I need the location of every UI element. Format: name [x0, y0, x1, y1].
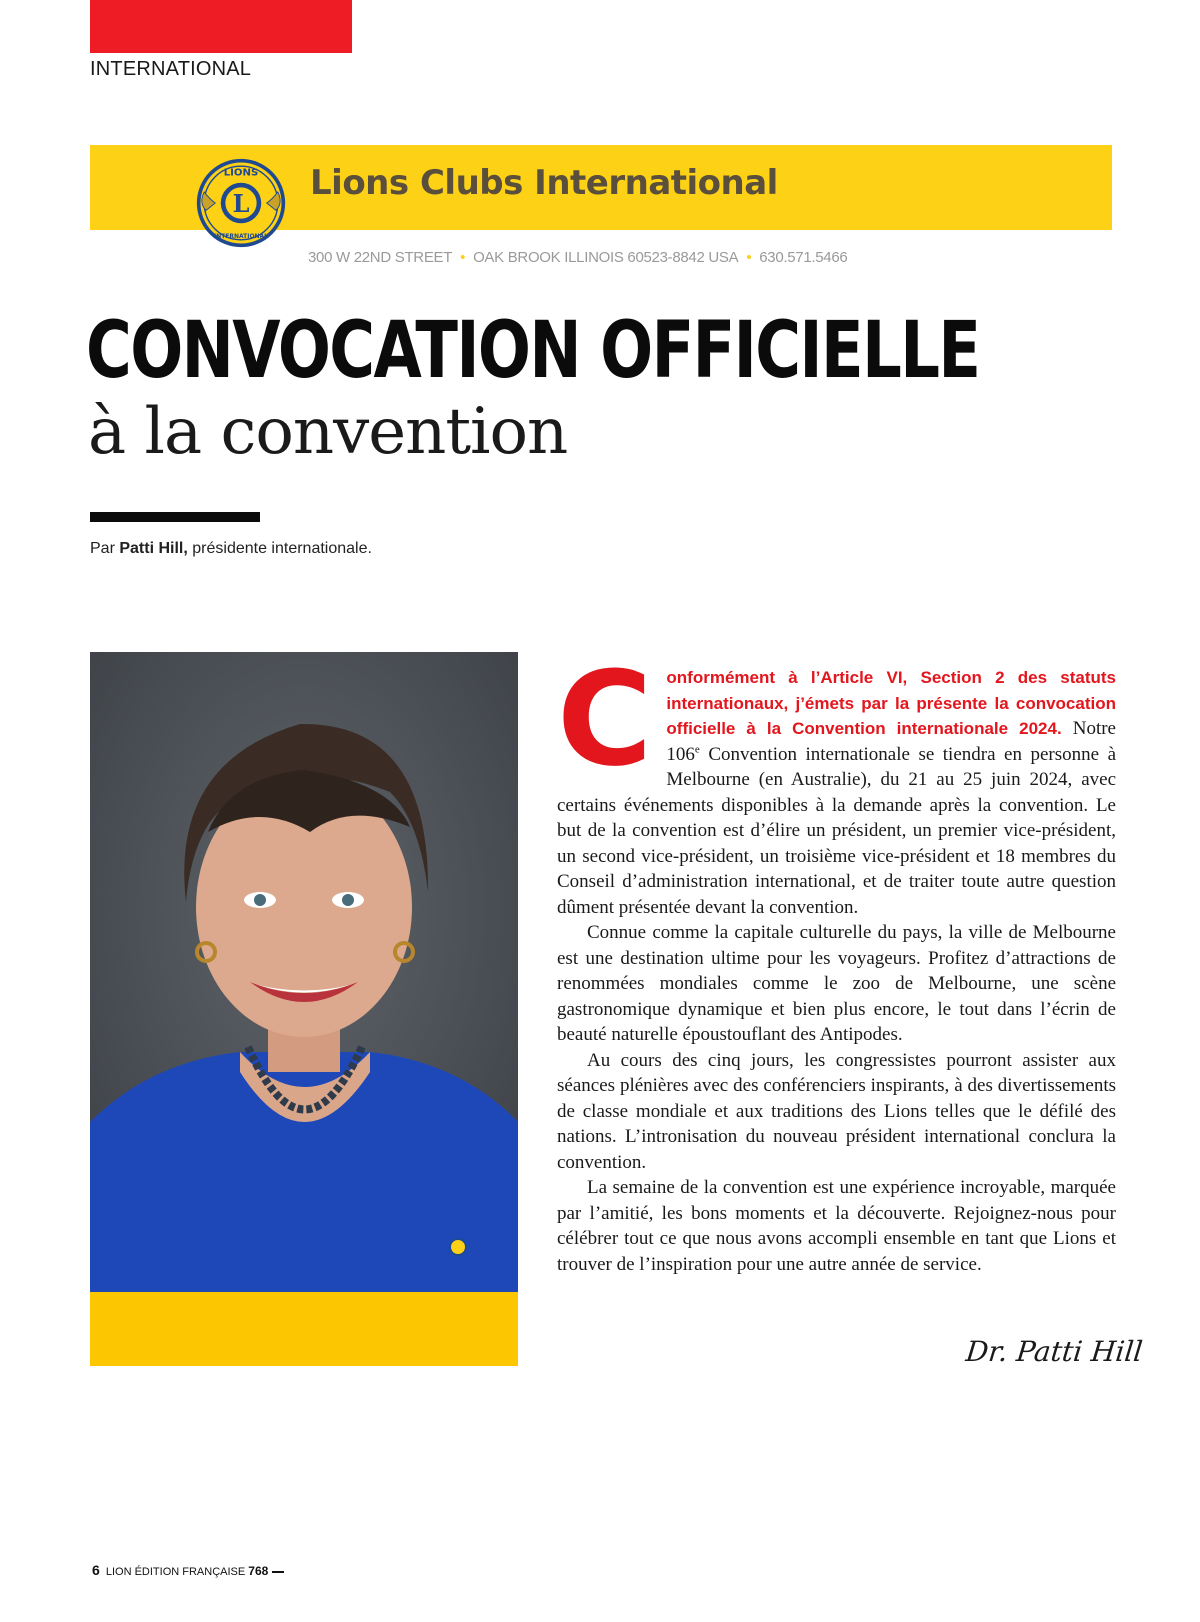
section-label: INTERNATIONAL — [90, 58, 252, 80]
page-subtitle: à la convention — [88, 395, 568, 469]
publication-name: LION ÉDITION FRANÇAISE — [105, 1566, 246, 1578]
byline-role: présidente internationale. — [192, 540, 372, 557]
byline — [90, 540, 372, 558]
paragraph-3: Au cours des cinq jours, les congressistes pourront assister aux séances plénières avec des conférenciers inspirants, à des divertissements de classe mondiale et aux traditions des Lions telles que le défilé des nations. L’intronisation du nouveau président international conclura la convention. — [557, 1049, 1116, 1173]
organization-name: Lions Clubs International — [310, 163, 778, 203]
paragraph-1: Convention internationale se tiendra en personne à Melbourne (en Australie), du 21 au 25 juin 2024, avec certains événements disponibles à la demande après la convention. Le but de la convention est d’élire un président, un premier vice-président, un second vice-président, un troisième vice-président et 18 membres du Conseil d’administration international, et de traiter toute autre question dûment présentée devant la convention. — [557, 743, 1117, 918]
separator-dot-icon: • — [460, 249, 466, 266]
page-number: 6 — [92, 1562, 100, 1578]
photo-accent-band — [90, 1292, 518, 1366]
article-body — [557, 643, 1117, 1277]
footer-dash — [272, 1571, 284, 1573]
letterhead-banner — [90, 145, 1112, 240]
paragraph-4: La semaine de la convention est une expérience incroyable, marquée par l’amitié, les bons moments et la découverte. Rejoignez-nous pour célébrer tout ce que nous avons accompli ensemble en tant que Lions et trouver de l’inspiration pour une autre année de service. — [557, 1177, 1116, 1275]
svg-text:L: L — [232, 190, 250, 219]
signature: Dr. Patti Hill — [964, 1335, 1145, 1368]
portrait-illustration — [90, 652, 518, 1292]
lead-paragraph: onformément à l’Article VI, Section 2 des statuts internationaux, j’émets par la présente la convocation officielle à la Convention internationale 2024. — [666, 668, 1116, 738]
address-city: OAK BROOK ILLINOIS 60523-8842 USA — [473, 249, 739, 266]
paragraph-2: Connue comme la capitale culturelle du pays, la ville de Melbourne est une destination ultime pour les voyageurs. Profitez d’attractions de renommées mondiales comme le zoo de Melbourne, une scène gastronomique dynamique et bien plus encore, le tout dans l’écrin de beauté naturelle époustouflant des Antipodes. — [557, 922, 1116, 1045]
ordinal-suffix: e — [694, 743, 700, 756]
title-divider — [90, 512, 260, 522]
separator-dot-icon: • — [746, 249, 752, 266]
address-phone: 630.571.5466 — [759, 249, 848, 266]
lions-logo-icon — [195, 157, 287, 249]
byline-prefix: Par — [90, 540, 115, 557]
page-title: CONVOCATION OFFICIELLE — [86, 306, 980, 396]
svg-text:INTERNATIONAL: INTERNATIONAL — [214, 232, 268, 240]
svg-text:LIONS: LIONS — [223, 167, 259, 179]
byline-author: Patti Hill, — [119, 540, 188, 557]
page-footer — [92, 1562, 284, 1578]
address-street: 300 W 22ND STREET — [308, 249, 453, 266]
letterhead-address — [308, 249, 847, 266]
drop-cap: C — [557, 643, 653, 795]
portrait-photo — [90, 652, 518, 1292]
paragraph-1-start: Notre 106 — [666, 718, 1116, 765]
section-color-tab — [90, 0, 352, 53]
issue-number: 768 — [248, 1564, 269, 1578]
